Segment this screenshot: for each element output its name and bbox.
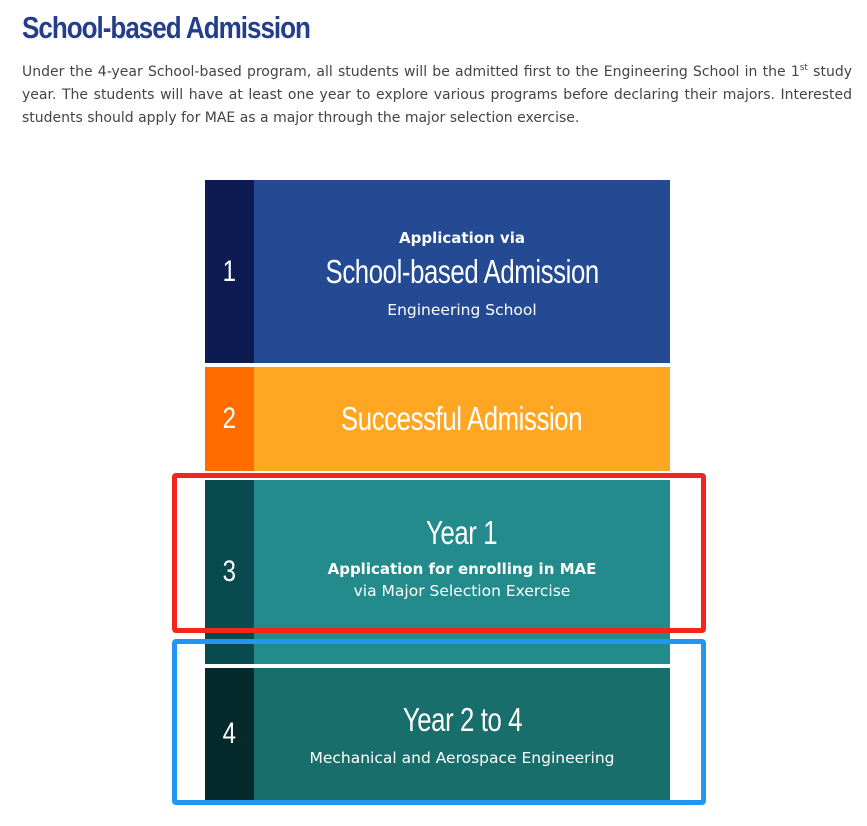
step-3-line3: via Major Selection Exercise <box>353 582 571 600</box>
step-1-line1: Application via <box>399 228 525 247</box>
step-2-headline-wrap <box>307 400 616 438</box>
step-2-headline: Successful Admission <box>341 400 583 437</box>
step-1-line3: Engineering School <box>387 300 537 319</box>
step-1-headline: School-based Admission <box>325 252 599 290</box>
step-4-headline-wrap <box>386 701 539 739</box>
step-4-headline: Year 2 to 4 <box>402 701 522 738</box>
step-4-block <box>205 668 670 800</box>
step-4-line2: Mechanical and Aerospace Engineering <box>309 749 615 767</box>
intro-paragraph <box>22 61 852 130</box>
step-1-content <box>254 180 670 363</box>
page-title: School-based Admission <box>22 10 310 45</box>
step-1-block <box>205 180 670 363</box>
intro-text-part1: Under the 4-year School-based program, all students will be admitted first to the Engineering School in the 1 <box>22 64 800 80</box>
step-1-number: 1 <box>205 180 254 363</box>
step-3-headline: Year 1 <box>426 514 498 551</box>
step-2-content <box>254 367 670 471</box>
step-3-number: 3 <box>205 480 254 664</box>
step-3-line2: Application for enrolling in MAE <box>327 560 597 578</box>
step-3-headline-wrap <box>416 514 507 552</box>
step-2-block <box>205 367 670 471</box>
step-4-number: 4 <box>205 668 254 800</box>
step-3-content <box>254 480 670 664</box>
step-1-headline-wrap <box>287 253 637 291</box>
step-2-number: 2 <box>205 367 254 471</box>
intro-text-part2: study year. The students will have at least one year to explore various programs before declaring their majors. Interested students should apply for MAE as a major through the major selection exercise. <box>22 64 852 126</box>
step-3-block <box>205 480 670 664</box>
step-4-content <box>254 668 670 800</box>
intro-superscript: st <box>799 63 808 73</box>
